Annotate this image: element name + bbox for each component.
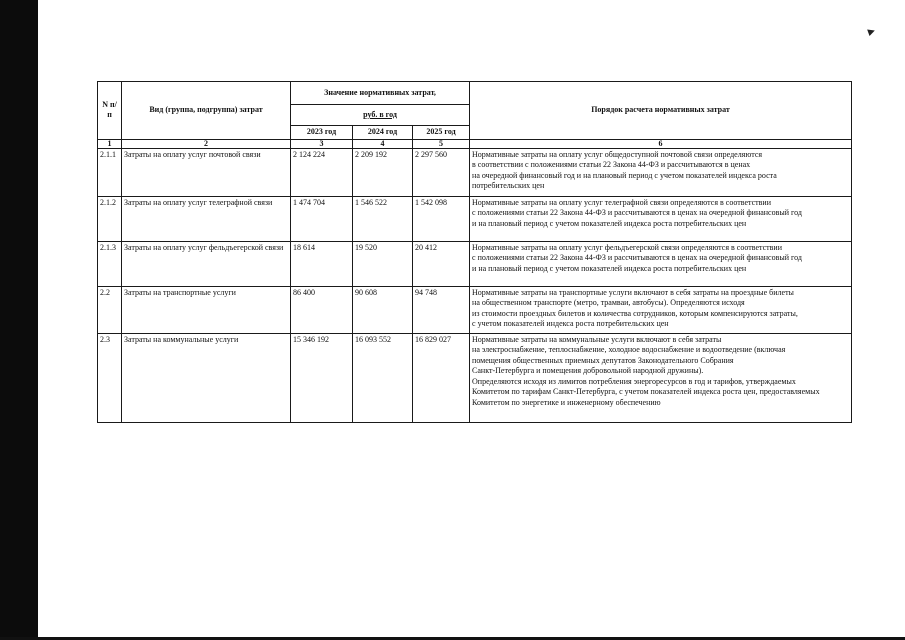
method-line: на очередной финансовый год и на плановый период с учетом показателей индекса роста	[472, 170, 777, 180]
scan-left-edge	[0, 0, 38, 640]
method-line: помещения общественных приемных депутатов Законодательного Собрания	[472, 355, 734, 365]
column-numbers-row	[98, 139, 852, 148]
header-type: Вид (группа, подгруппа) затрат	[122, 82, 291, 140]
scan-corner-mark: ▶	[866, 25, 877, 37]
row-type: Затраты на коммунальные услуги	[122, 333, 291, 422]
row-value-2025: 16 829 027	[413, 333, 470, 422]
header-num: N п/п	[98, 82, 122, 140]
row-method	[470, 286, 852, 333]
row-value-2023: 2 124 224	[291, 148, 353, 196]
method-line: и на плановый период с учетом показателей индекса роста потребительских цен	[472, 263, 747, 273]
row-method	[470, 148, 852, 196]
method-line: Комитетом по энергетике и инженерному обеспечению	[472, 397, 661, 407]
row-method	[470, 333, 852, 422]
row-value-2023: 1 474 704	[291, 196, 353, 241]
header-value-title: Значение нормативных затрат,	[291, 82, 470, 105]
method-line: Определяются исходя из лимитов потребления энергоресурсов в год и тарифов, утверждаемых	[472, 376, 796, 386]
column-number: 6	[470, 139, 852, 148]
row-method	[470, 196, 852, 241]
method-line: в соответствии с положениями статьи 22 Закона 44-ФЗ и рассчитываются в ценах	[472, 160, 751, 170]
row-value-2024: 1 546 522	[353, 196, 413, 241]
header-order: Порядок расчета нормативных затрат	[470, 82, 852, 140]
row-num: 2.1.1	[98, 148, 122, 196]
row-num: 2.2	[98, 286, 122, 333]
row-type: Затраты на оплату услуг фельдъегерской связи	[122, 241, 291, 286]
row-value-2025: 20 412	[413, 241, 470, 286]
method-line: Санкт-Петербурга и помещения добровольной народной дружины).	[472, 366, 704, 376]
row-value-2025: 94 748	[413, 286, 470, 333]
row-type: Затраты на оплату услуг телеграфной связи	[122, 196, 291, 241]
header-row	[98, 82, 852, 105]
method-line: Нормативные затраты на оплату услуг телеграфной связи определяются в соответствии	[472, 197, 771, 207]
method-line: с положениями статьи 22 Закона 44-ФЗ и рассчитываются в ценах на очередной финансовый год	[472, 208, 802, 218]
header-value-unit: руб. в год	[291, 105, 470, 126]
method-line: на общественном транспорте (метро, трамваи, автобусы). Определяются исходя	[472, 298, 745, 308]
row-value-2024: 2 209 192	[353, 148, 413, 196]
row-value-2023: 86 400	[291, 286, 353, 333]
method-line: потребительских цен	[472, 181, 545, 191]
table-row	[98, 286, 852, 333]
column-number: 5	[413, 139, 470, 148]
table-row	[98, 148, 852, 196]
header-year-2024: 2024 год	[353, 126, 413, 140]
row-method	[470, 241, 852, 286]
row-num: 2.1.3	[98, 241, 122, 286]
row-value-2025: 2 297 560	[413, 148, 470, 196]
method-line: Нормативные затраты на оплату услуг фельдъегерской связи определяются в соответствии	[472, 242, 782, 252]
column-number: 2	[122, 139, 291, 148]
row-num: 2.1.2	[98, 196, 122, 241]
method-line: Комитетом по тарифам Санкт-Петербурга, с учетом показателей индекса роста цен, предоставляемых	[472, 387, 820, 397]
method-line: на электроснабжение, теплоснабжение, холодное водоснабжение и водоотведение (включая	[472, 345, 786, 355]
row-value-2023: 15 346 192	[291, 333, 353, 422]
table-row	[98, 333, 852, 422]
method-line: Нормативные затраты на транспортные услуги включают в себя затраты на проездные билеты	[472, 287, 794, 297]
column-number: 1	[98, 139, 122, 148]
column-number: 3	[291, 139, 353, 148]
row-type: Затраты на транспортные услуги	[122, 286, 291, 333]
row-value-2025: 1 542 098	[413, 196, 470, 241]
table-row	[98, 241, 852, 286]
method-line: с учетом показателей индекса роста потребительских цен	[472, 319, 669, 329]
header-year-2025: 2025 год	[413, 126, 470, 140]
method-line: Нормативные затраты на коммунальные услуги включают в себя затраты	[472, 334, 722, 344]
table-row	[98, 196, 852, 241]
method-line: с положениями статьи 22 Закона 44-ФЗ и рассчитываются в ценах на очередной финансовый год	[472, 253, 802, 263]
method-line: и на плановый период с учетом показателей индекса роста потребительских цен	[472, 218, 747, 228]
method-line: из стоимости проездных билетов и количества сотрудников, которым компенсируются затраты,	[472, 308, 798, 318]
row-type: Затраты на оплату услуг почтовой связи	[122, 148, 291, 196]
row-value-2023: 18 614	[291, 241, 353, 286]
row-value-2024: 19 520	[353, 241, 413, 286]
header-year-2023: 2023 год	[291, 126, 353, 140]
row-num: 2.3	[98, 333, 122, 422]
cost-norms-table	[97, 81, 852, 423]
row-value-2024: 16 093 552	[353, 333, 413, 422]
row-value-2024: 90 608	[353, 286, 413, 333]
method-line: Нормативные затраты на оплату услуг общедоступной почтовой связи определяются	[472, 149, 763, 159]
column-number: 4	[353, 139, 413, 148]
